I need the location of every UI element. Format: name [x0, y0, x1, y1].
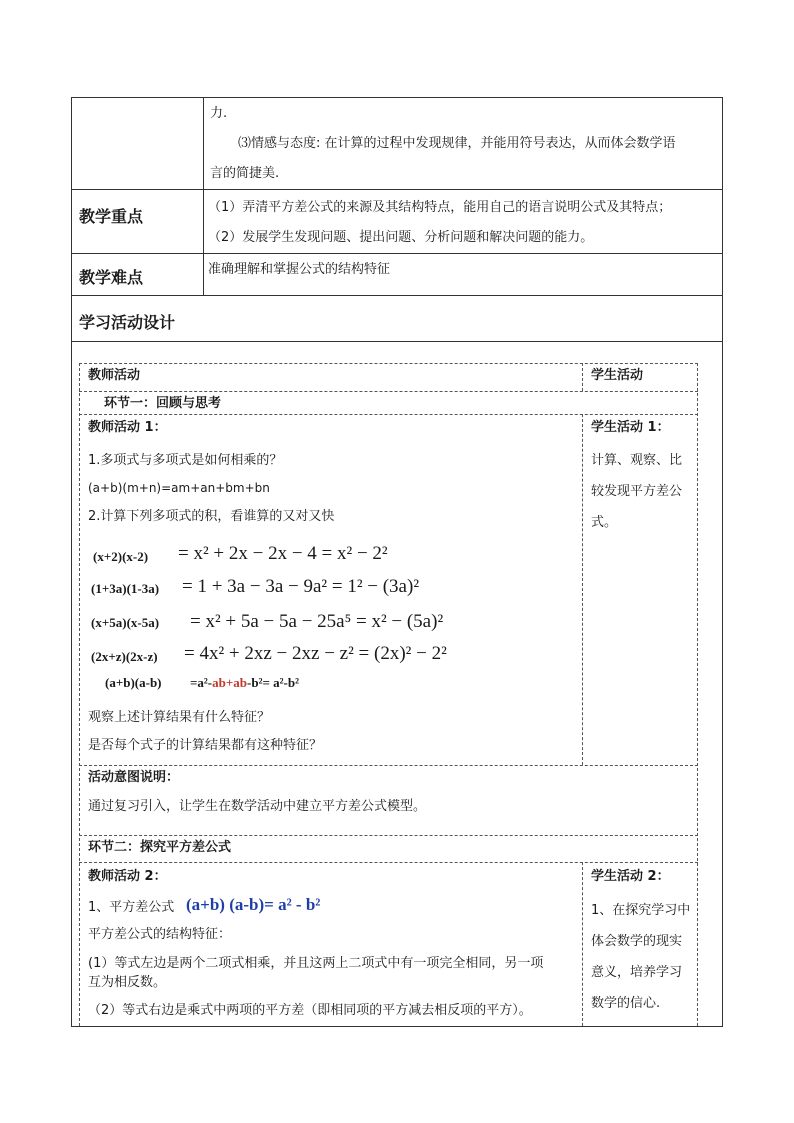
key-point-1: （1）弄清平方差公式的来源及其结构特点，能用自己的语言说明公式及其特点； — [208, 200, 672, 215]
student-activity-header: 学生活动 — [591, 368, 644, 383]
section1-title: 环节一：回顾与思考 — [104, 396, 222, 411]
student-activity2-line-2: 体会数学的现实 — [591, 934, 683, 949]
inner-col-divider-activity1 — [582, 414, 583, 765]
difficulty-label: 教学难点 — [79, 268, 144, 287]
inner-right-border — [697, 363, 698, 1026]
equation-label-3: (x+5a)(x-5a) — [91, 615, 160, 630]
equation-ab-post: -b²= a²-b² — [247, 675, 299, 690]
equation-rhs-1: = x² + 2x − 2x − 4 = x² − 2² — [178, 543, 388, 564]
row-divider-2 — [71, 253, 723, 254]
question-1: 1.多项式与多项式是如何相乘的？ — [88, 453, 283, 468]
row-divider-3 — [71, 295, 723, 296]
observe-question-1: 观察上述计算结果有什么特征？ — [88, 710, 271, 725]
structure-point-2: （2）等式右边是乘式中两项的平方差（即相同项的平方减去相反项的平方）。 — [88, 1003, 532, 1018]
inner-top-border — [79, 363, 698, 364]
inner-row-4 — [79, 835, 698, 836]
equation-label-4: (2x+z)(2x-z) — [91, 649, 158, 664]
student-activity1-line-2: 较发现平方差公 — [591, 484, 683, 499]
equation-rhs-ab — [190, 675, 299, 691]
inner-col-divider-header — [582, 363, 583, 391]
equation-label-ab: (a+b)(a-b) — [105, 675, 162, 690]
row-divider-4 — [71, 341, 723, 342]
difference-of-squares-formula — [186, 895, 320, 915]
outer-top-border — [71, 97, 723, 98]
equation-label-2: (1+3a)(1-3a) — [91, 581, 160, 596]
activity-design-title: 学习活动设计 — [79, 313, 176, 332]
teacher-activity-header: 教师活动 — [88, 368, 141, 383]
equation-ab-cancel-terms: ab+ab — [212, 675, 248, 690]
question-1-formula: (a+b)(m+n)=am+an+bm+bn — [88, 481, 270, 495]
structure-point-1b: 互为相反数。 — [88, 975, 167, 990]
equation-rhs-2: = 1 + 3a − 3a − 9a² = 1² − (3a)² — [182, 576, 420, 597]
inner-col-divider-activity2 — [582, 862, 583, 1026]
question-2: 2.计算下列多项式的积，看谁算的又对又快 — [88, 509, 335, 524]
equation-ab-pre: =a²- — [190, 675, 213, 690]
section2-title: 环节二：探究平方差公式 — [88, 840, 232, 855]
inner-row-5 — [79, 862, 698, 863]
objective-line-1: 力. — [210, 106, 228, 121]
row-divider-1 — [71, 189, 723, 190]
equation-rhs-4: = 4x² + 2xz − 2xz − z² = (2x)² − 2² — [184, 643, 447, 664]
intent-text: 通过复习引入，让学生在数学活动中建立平方差公式模型。 — [88, 799, 427, 814]
formula-display: (a+b) (a-b)= a² - b² — [186, 895, 321, 914]
inner-row-1 — [79, 391, 698, 392]
teacher-activity2-title: 教师活动 2： — [88, 869, 167, 884]
structure-point-1a: (1）等式左边是两个二项式相乘，并且这两上二项式中有一项完全相同，另一项 — [88, 956, 544, 971]
objective-line-2: ⑶情感与态度: 在计算的过程中发现规律，并能用符号表达，从而体会数学语 — [238, 136, 676, 151]
student-activity2-line-3: 意义，培养学习 — [591, 965, 683, 980]
equation-rhs-3: = x² + 5a − 5a − 25a⁵ = x² − (5a)² — [190, 611, 444, 632]
outer-right-border — [722, 97, 723, 1027]
objective-line-3: 言的简捷美. — [210, 166, 280, 181]
student-activity2-line-4: 数学的信心. — [591, 996, 661, 1011]
intent-title: 活动意图说明： — [88, 770, 180, 785]
key-point-2: （2）发展学生发现问题、提出问题、分析问题和解决问题的能力。 — [208, 230, 594, 245]
inner-left-border — [79, 363, 80, 1026]
difficulty-text: 准确理解和掌握公式的结构特征 — [208, 262, 391, 277]
label-column-divider — [203, 97, 204, 295]
structure-title: 平方差公式的结构特征： — [88, 927, 232, 942]
formula-prefix: 1、平方差公式 — [88, 900, 175, 915]
observe-question-2: 是否每个式子的计算结果都有这种特征？ — [88, 738, 323, 753]
student-activity1-line-1: 计算、观察、比 — [591, 453, 683, 468]
inner-row-2 — [79, 414, 698, 415]
student-activity2-line-1: 1、在探究学习中 — [591, 903, 691, 918]
key-points-label: 教学重点 — [79, 207, 144, 226]
student-activity2-title: 学生活动 2： — [591, 869, 670, 884]
student-activity1-line-3: 式。 — [591, 515, 618, 530]
outer-bottom-border — [71, 1026, 723, 1027]
inner-row-3 — [79, 765, 698, 766]
outer-left-border — [71, 97, 72, 1027]
teacher-activity1-title: 教师活动 1： — [88, 420, 167, 435]
equation-label-1: (x+2)(x-2) — [93, 549, 149, 564]
student-activity1-title: 学生活动 1： — [591, 420, 670, 435]
